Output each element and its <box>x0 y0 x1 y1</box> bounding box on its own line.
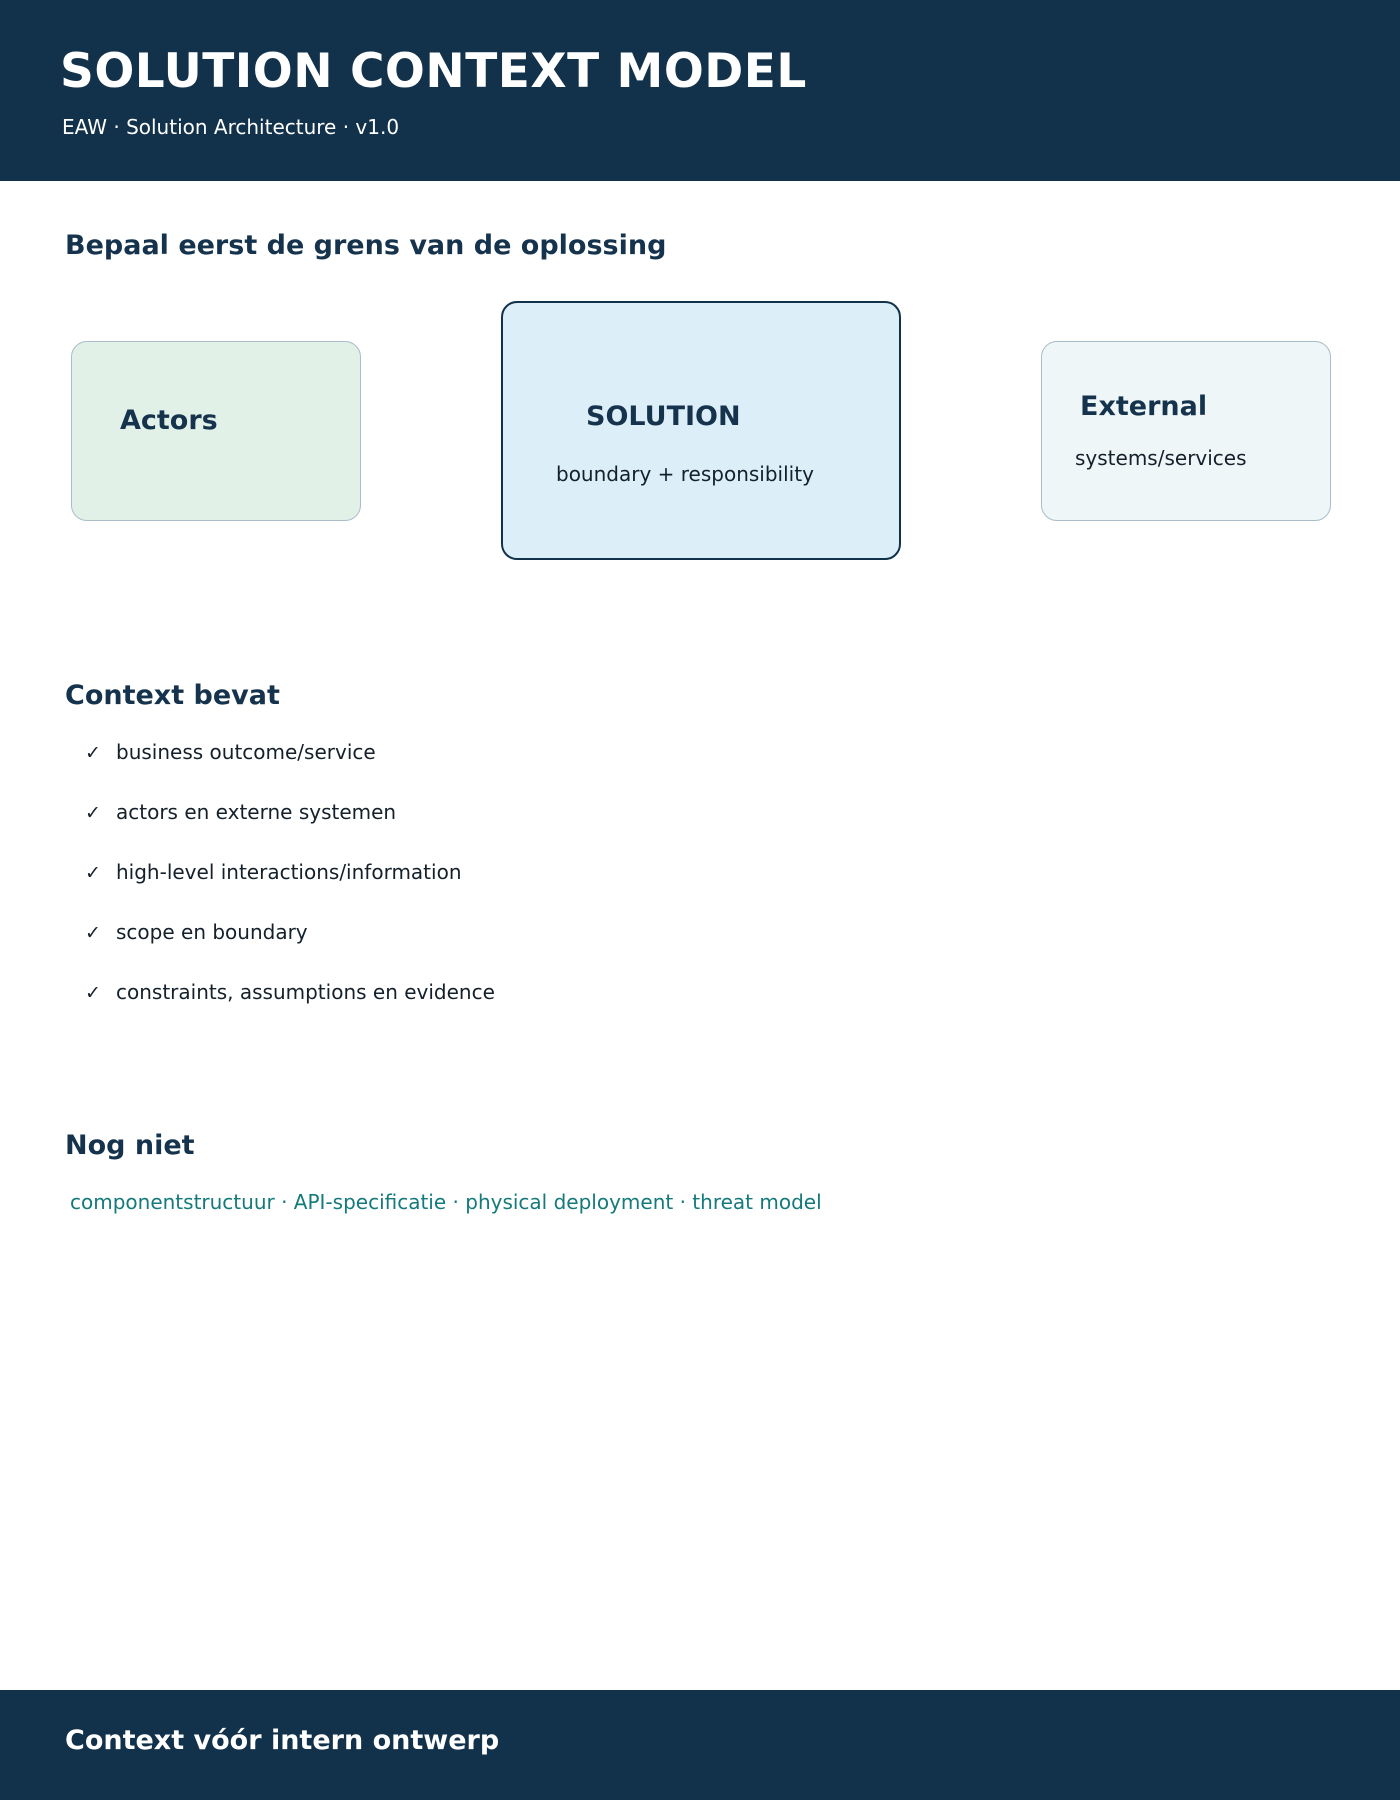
check-icon: ✓ <box>85 922 101 944</box>
list-item-label: high-level interactions/information <box>116 860 462 884</box>
check-icon: ✓ <box>85 742 101 764</box>
footer-text: Context vóór intern ontwerp <box>65 1725 500 1756</box>
context-heading: Context bevat <box>65 680 280 711</box>
list-item <box>85 860 462 890</box>
list-item <box>85 800 396 830</box>
not-yet-text: componentstructuur · API-specificatie · physical deployment · threat model <box>70 1190 822 1214</box>
header-banner <box>0 0 1400 181</box>
check-icon: ✓ <box>85 862 101 884</box>
list-item <box>85 980 495 1010</box>
list-item <box>85 740 376 770</box>
check-icon: ✓ <box>85 982 101 1004</box>
not-yet-heading: Nog niet <box>65 1130 195 1161</box>
page-title: SOLUTION CONTEXT MODEL <box>60 44 807 99</box>
list-item-label: actors en externe systemen <box>116 800 397 824</box>
solution-subtitle: boundary + responsibility <box>556 462 814 486</box>
footer-banner <box>0 1690 1400 1800</box>
actors-title: Actors <box>120 405 218 436</box>
check-icon: ✓ <box>85 802 101 824</box>
solution-box <box>501 301 901 560</box>
solution-title: SOLUTION <box>586 401 741 432</box>
external-subtitle: systems/services <box>1075 446 1247 470</box>
list-item <box>85 920 308 950</box>
list-item-label: business outcome/service <box>116 740 376 764</box>
page-subtitle: EAW · Solution Architecture · v1.0 <box>62 115 400 139</box>
external-title: External <box>1080 391 1208 422</box>
list-item-label: scope en boundary <box>116 920 308 944</box>
boundary-heading: Bepaal eerst de grens van de oplossing <box>65 230 667 261</box>
list-item-label: constraints, assumptions en evidence <box>116 980 495 1004</box>
actors-box <box>71 341 361 521</box>
external-box <box>1041 341 1331 521</box>
